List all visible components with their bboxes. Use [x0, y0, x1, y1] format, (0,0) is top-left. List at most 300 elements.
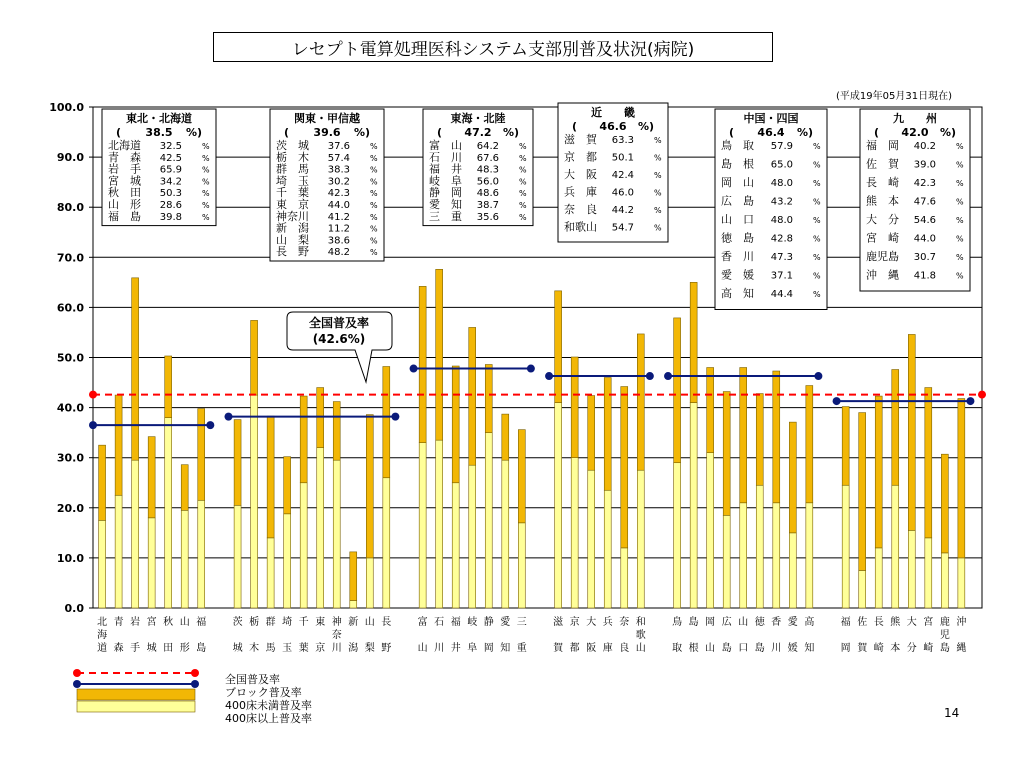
- pref-unit: %: [654, 223, 662, 233]
- pref-name: 和歌山: [564, 220, 597, 234]
- x-tick-label: 新: [348, 617, 359, 628]
- pref-name: 沖 縄: [866, 268, 899, 282]
- pref-unit: %: [370, 212, 378, 222]
- x-tick-label: 田: [163, 643, 174, 654]
- bar-segment-under-400: [469, 327, 476, 465]
- pref-name: 宮 城: [108, 174, 141, 188]
- pref-unit: %: [813, 253, 821, 262]
- bar-segment-under-400: [333, 402, 340, 461]
- pref-name: 山 形: [108, 198, 141, 211]
- x-tick-label: 根: [688, 643, 699, 654]
- pref-unit: %: [202, 177, 210, 187]
- x-tick-label: 庫: [602, 643, 613, 654]
- bar-segment-400-plus: [132, 460, 139, 608]
- pref-name: 茨 城: [276, 139, 309, 152]
- pref-unit: %: [202, 153, 210, 163]
- pref-unit: %: [370, 153, 378, 163]
- pref-unit: %: [202, 201, 210, 210]
- bar-segment-under-400: [842, 407, 849, 486]
- y-tick-label: 40.0: [56, 401, 84, 415]
- pref-unit: %: [370, 236, 378, 246]
- bar-segment-under-400: [958, 399, 965, 558]
- national-rate-marker: [89, 391, 97, 399]
- x-tick-label: 阪: [586, 643, 597, 654]
- block-rate-value: 47.2: [464, 126, 492, 139]
- pref-value: 40.2: [913, 141, 936, 152]
- pref-value: 54.7: [611, 222, 634, 234]
- x-tick-label: 兵: [602, 617, 613, 628]
- bar-segment-under-400: [875, 396, 882, 548]
- bar-segment-under-400: [621, 387, 628, 548]
- x-tick-label: 賀: [553, 643, 564, 654]
- x-tick-label: 石: [434, 617, 445, 628]
- x-tick-label: 大: [586, 617, 597, 628]
- bar-segment-under-400: [436, 269, 443, 440]
- pref-name: 福 岡: [866, 139, 899, 152]
- bar-segment-400-plus: [502, 460, 509, 608]
- pref-name: 秋 田: [108, 186, 141, 200]
- bar-segment-under-400: [941, 454, 948, 553]
- pref-name: 兵 庫: [564, 185, 597, 199]
- pref-value: 47.3: [770, 252, 793, 263]
- pref-value: 47.6: [913, 196, 936, 208]
- pref-unit: %: [654, 188, 662, 198]
- bar-segment-400-plus: [234, 505, 241, 608]
- x-tick-label: 鹿: [939, 617, 950, 628]
- bar-segment-400-plus: [518, 523, 525, 608]
- pref-unit: %: [813, 197, 821, 207]
- pref-name: 京 都: [564, 150, 597, 164]
- x-tick-label: 沖: [956, 617, 967, 628]
- bar-segment-under-400: [674, 318, 681, 463]
- pref-value: 63.3: [611, 135, 634, 146]
- block-rate-open-paren: (: [284, 126, 290, 139]
- bar-segment-400-plus: [941, 553, 948, 608]
- pref-value: 42.8: [770, 233, 793, 245]
- pref-name: 三 重: [429, 209, 462, 223]
- bar-segment-under-400: [740, 368, 747, 503]
- bar-segment-400-plus: [485, 433, 492, 608]
- pref-value: 48.2: [327, 247, 350, 259]
- block-rate-marker: [833, 397, 841, 405]
- pref-unit: %: [519, 142, 527, 151]
- x-tick-label: 岡: [483, 643, 494, 654]
- x-tick-label: 長: [873, 617, 884, 628]
- bar-segment-under-400: [419, 286, 426, 442]
- x-tick-label: 都: [569, 643, 580, 654]
- block-rate-unit: %): [638, 120, 655, 133]
- pref-name: 神奈川: [276, 209, 309, 223]
- x-tick-label: 崎: [873, 643, 884, 654]
- bar-segment-400-plus: [707, 453, 714, 608]
- pref-value: 48.6: [476, 188, 499, 200]
- pref-unit: %: [370, 248, 378, 258]
- x-tick-label: 青: [113, 617, 124, 628]
- pref-name: 香 川: [721, 250, 754, 263]
- pref-value: 39.0: [913, 159, 936, 171]
- x-tick-label: 島: [754, 643, 765, 654]
- block-rate-value: 38.5: [145, 126, 173, 139]
- block-rate-marker: [89, 421, 97, 429]
- block-name: 東北・北海道: [126, 112, 192, 125]
- pref-value: 42.5: [159, 152, 182, 164]
- bar-segment-400-plus: [859, 570, 866, 608]
- bar-segment-400-plus: [958, 558, 965, 608]
- x-tick-label: 岡: [705, 617, 716, 628]
- block-name: 近 畿: [591, 106, 635, 119]
- legend-label: 400床以上普及率: [225, 712, 312, 725]
- bar-segment-400-plus: [198, 500, 205, 608]
- bar-segment-400-plus: [908, 530, 915, 608]
- bar-segment-400-plus: [756, 485, 763, 608]
- bar-segment-under-400: [99, 445, 106, 520]
- y-tick-label: 60.0: [56, 301, 84, 315]
- pref-name: 群 馬: [276, 162, 309, 176]
- x-tick-label: 山: [635, 643, 646, 654]
- y-tick-label: 90.0: [56, 151, 84, 165]
- bar-segment-400-plus: [251, 395, 258, 608]
- block-rate-open-paren: (: [572, 120, 578, 133]
- bar-segment-under-400: [317, 388, 324, 448]
- bar-segment-under-400: [485, 365, 492, 433]
- x-tick-label: 崎: [923, 643, 934, 654]
- x-tick-label: 梨: [364, 643, 375, 654]
- bar-segment-400-plus: [637, 470, 644, 608]
- pref-name: 山 梨: [276, 233, 309, 247]
- bar-segment-400-plus: [892, 485, 899, 608]
- x-tick-label: 長: [381, 617, 392, 628]
- pref-value: 41.2: [327, 211, 350, 223]
- legend-label: ブロック普及率: [225, 686, 302, 699]
- bar-segment-under-400: [350, 552, 357, 601]
- block-rate-marker: [646, 372, 654, 380]
- block-name: 東海・北陸: [450, 112, 506, 125]
- bar-segment-400-plus: [148, 518, 155, 608]
- pref-name: 静 岡: [429, 186, 462, 200]
- x-tick-label: 城: [146, 643, 157, 654]
- national-rate-marker: [978, 391, 986, 399]
- y-tick-label: 10.0: [56, 551, 84, 565]
- pref-name: 福 井: [429, 162, 462, 176]
- as-of-date: (平成19年05月31日現在): [836, 91, 952, 102]
- x-tick-label: 徳: [754, 617, 765, 628]
- bar-segment-under-400: [251, 320, 258, 395]
- x-tick-label: 木: [249, 643, 260, 654]
- x-tick-label: 歌: [635, 630, 646, 641]
- pref-name: 青 森: [108, 150, 141, 164]
- pref-name: 岩 手: [108, 162, 141, 176]
- bar-segment-400-plus: [317, 448, 324, 608]
- pref-name: 埼 玉: [276, 174, 309, 188]
- pref-unit: %: [956, 216, 964, 225]
- x-tick-label: 北: [97, 617, 108, 628]
- bar-segment-400-plus: [621, 548, 628, 608]
- bar-segment-400-plus: [925, 538, 932, 608]
- pref-unit: %: [956, 160, 964, 170]
- bar-segment-400-plus: [115, 495, 122, 608]
- x-tick-label: 山: [417, 643, 428, 654]
- legend-label: 全国普及率: [225, 673, 280, 686]
- x-tick-label: 大: [906, 617, 917, 628]
- x-tick-label: 静: [483, 617, 494, 628]
- bar-segment-400-plus: [723, 515, 730, 608]
- x-tick-label: 岩: [130, 617, 141, 628]
- bar-segment-under-400: [555, 291, 562, 403]
- pref-unit: %: [202, 142, 210, 151]
- pref-value: 43.2: [770, 196, 793, 208]
- block-rate-marker: [410, 365, 418, 373]
- pref-value: 65.0: [770, 159, 793, 171]
- x-tick-label: 宮: [923, 617, 934, 628]
- block-rate-marker: [527, 365, 535, 373]
- pref-value: 34.2: [159, 176, 182, 188]
- pref-name: 新 潟: [276, 221, 309, 235]
- x-tick-label: 東: [315, 617, 326, 628]
- x-tick-label: 愛: [787, 617, 798, 628]
- x-tick-label: 福: [196, 617, 207, 628]
- pref-name: 長 野: [276, 245, 309, 259]
- bar-segment-under-400: [806, 386, 813, 503]
- x-tick-label: 良: [619, 643, 630, 654]
- pref-value: 35.6: [476, 211, 499, 223]
- bar-segment-400-plus: [789, 533, 796, 608]
- bar-segment-under-400: [132, 278, 139, 460]
- bar-segment-400-plus: [436, 440, 443, 608]
- x-tick-label: 秋: [163, 617, 174, 628]
- pref-name: 北海道: [108, 139, 141, 152]
- bar-segment-under-400: [181, 465, 188, 511]
- pref-unit: %: [956, 234, 964, 244]
- pref-unit: %: [813, 234, 821, 244]
- bar-segment-under-400: [789, 422, 796, 533]
- pref-unit: %: [654, 153, 662, 163]
- bar-segment-400-plus: [350, 600, 357, 608]
- block-info-box: [715, 109, 827, 310]
- pref-value: 64.2: [476, 141, 499, 152]
- block-rate-unit: %): [354, 126, 371, 139]
- pref-unit: %: [654, 136, 662, 145]
- pref-name: 奈 良: [564, 203, 597, 216]
- bar-segment-400-plus: [181, 510, 188, 608]
- bar-segment-400-plus: [842, 485, 849, 608]
- pref-name: 山 口: [721, 213, 754, 226]
- block-info-box: [270, 109, 384, 261]
- bar-segment-400-plus: [366, 558, 373, 608]
- x-tick-label: 熊: [890, 617, 901, 628]
- x-tick-label: 口: [738, 643, 749, 654]
- bar-segment-under-400: [756, 394, 763, 486]
- pref-value: 30.2: [327, 176, 350, 188]
- x-tick-label: 佐: [857, 617, 868, 628]
- x-tick-label: 宮: [146, 617, 157, 628]
- bar-segment-under-400: [452, 366, 459, 483]
- x-tick-label: 奈: [619, 617, 630, 628]
- block-rate-marker: [814, 372, 822, 380]
- pref-unit: %: [519, 212, 527, 222]
- pref-name: 大 分: [866, 213, 899, 226]
- block-rate-value: 42.0: [901, 126, 929, 139]
- x-tick-label: 茨: [232, 617, 243, 628]
- x-tick-label: 縄: [956, 643, 967, 654]
- callout-value: (42.6%): [312, 332, 366, 346]
- bar-segment-under-400: [148, 437, 155, 518]
- pref-value: 37.1: [770, 270, 793, 282]
- bar-segment-400-plus: [875, 548, 882, 608]
- bar-segment-under-400: [383, 367, 390, 478]
- pref-value: 38.3: [327, 164, 350, 176]
- bar-segment-400-plus: [588, 470, 595, 608]
- pref-unit: %: [813, 179, 821, 188]
- block-rate-open-paren: (: [437, 126, 443, 139]
- pref-value: 56.0: [476, 176, 499, 188]
- bar-segment-under-400: [267, 416, 274, 538]
- x-tick-label: 道: [97, 643, 108, 654]
- x-tick-label: 神: [331, 617, 342, 628]
- pref-unit: %: [813, 142, 821, 151]
- bar-segment-400-plus: [419, 443, 426, 608]
- pref-value: 42.3: [913, 178, 936, 189]
- x-tick-label: 愛: [500, 617, 511, 628]
- pref-unit: %: [519, 189, 527, 199]
- x-tick-label: 山: [705, 643, 716, 654]
- x-tick-label: 分: [906, 643, 917, 654]
- block-rate-unit: %): [503, 126, 520, 139]
- x-tick-label: 福: [450, 617, 461, 628]
- block-rate-marker: [206, 421, 214, 429]
- pref-unit: %: [956, 197, 964, 207]
- bar-segment-400-plus: [604, 490, 611, 608]
- bar-segment-400-plus: [571, 458, 578, 608]
- x-tick-label: 奈: [331, 630, 342, 641]
- pref-value: 65.9: [159, 164, 182, 176]
- x-tick-label: 香: [771, 617, 782, 628]
- x-tick-label: 山: [738, 617, 749, 628]
- bar-segment-400-plus: [469, 465, 476, 608]
- chart-title-text: レセプト電算処理医科システム支部別普及状況(病院): [291, 39, 695, 60]
- legend-marker: [191, 680, 199, 688]
- bar-segment-under-400: [908, 334, 915, 530]
- block-rate-unit: %): [186, 126, 203, 139]
- block-rate-marker: [224, 413, 232, 421]
- x-tick-label: 三: [516, 617, 527, 628]
- block-rate-open-paren: (: [116, 126, 122, 139]
- pref-unit: %: [519, 201, 527, 210]
- bar-segment-under-400: [707, 368, 714, 453]
- pref-value: 38.6: [327, 235, 350, 247]
- block-name: 中国・四国: [743, 112, 799, 125]
- pref-name: 岡 山: [721, 176, 754, 189]
- bar-segment-under-400: [198, 409, 205, 501]
- pref-unit: %: [202, 165, 210, 175]
- pref-unit: %: [370, 189, 378, 199]
- block-rate-unit: %): [797, 126, 814, 139]
- pref-name: 愛 知: [429, 198, 462, 211]
- pref-value: 38.7: [476, 200, 499, 211]
- bar-segment-under-400: [234, 420, 241, 506]
- pref-value: 44.0: [327, 200, 350, 211]
- x-tick-label: 千: [298, 617, 309, 628]
- pref-value: 57.9: [770, 141, 793, 152]
- pref-name: 福 島: [108, 209, 141, 223]
- bar-segment-400-plus: [284, 514, 291, 608]
- bar-segment-under-400: [518, 430, 525, 523]
- pref-name: 鳥 取: [721, 139, 754, 152]
- block-rate-marker: [966, 397, 974, 405]
- bar-segment-under-400: [502, 414, 509, 460]
- pref-value: 48.3: [476, 164, 499, 176]
- bar-segment-400-plus: [740, 503, 747, 608]
- pref-unit: %: [654, 206, 662, 215]
- pref-value: 54.6: [913, 215, 936, 226]
- block-rate-value: 46.6: [599, 120, 627, 133]
- x-tick-label: 富: [417, 617, 428, 628]
- pref-name: 滋 賀: [564, 133, 597, 146]
- pref-name: 徳 島: [721, 231, 754, 245]
- pref-value: 50.3: [159, 188, 182, 200]
- y-tick-label: 70.0: [56, 251, 84, 265]
- pref-name: 鹿児島: [866, 250, 899, 263]
- pref-value: 42.3: [327, 188, 350, 200]
- bar-segment-400-plus: [690, 403, 697, 608]
- y-tick-label: 80.0: [56, 201, 84, 215]
- pref-unit: %: [519, 177, 527, 187]
- x-tick-label: 京: [569, 617, 580, 628]
- pref-value: 28.6: [159, 200, 182, 211]
- pref-unit: %: [813, 216, 821, 225]
- pref-value: 42.4: [611, 170, 634, 181]
- pref-value: 46.0: [611, 187, 634, 199]
- pref-unit: %: [370, 177, 378, 187]
- block-rate-unit: %): [940, 126, 957, 139]
- pref-unit: %: [202, 189, 210, 199]
- block-info-box: [423, 109, 533, 226]
- legend-marker: [73, 669, 81, 677]
- x-tick-label: 重: [516, 643, 527, 654]
- block-info-box: [102, 109, 216, 226]
- pref-value: 32.5: [159, 141, 182, 152]
- x-tick-label: 玉: [282, 643, 293, 654]
- x-tick-label: 潟: [348, 643, 359, 654]
- page-number: 14: [944, 706, 960, 720]
- y-tick-label: 0.0: [64, 602, 84, 615]
- block-rate-open-paren: (: [874, 126, 880, 139]
- pref-value: 50.1: [611, 152, 634, 164]
- pref-name: 大 阪: [564, 168, 597, 181]
- x-tick-label: 高: [804, 617, 815, 628]
- pref-name: 島 根: [721, 157, 754, 171]
- pref-name: 高 知: [721, 287, 754, 300]
- bar-segment-under-400: [366, 415, 373, 558]
- pref-unit: %: [519, 153, 527, 163]
- x-tick-label: 滋: [553, 617, 564, 628]
- pref-name: 宮 崎: [866, 231, 899, 245]
- pref-unit: %: [813, 271, 821, 281]
- bar-segment-400-plus: [99, 520, 106, 608]
- pref-unit: %: [956, 179, 964, 188]
- x-tick-label: 群: [265, 617, 276, 628]
- pref-value: 41.8: [913, 270, 936, 282]
- pref-value: 44.2: [611, 205, 634, 216]
- callout-label: 全国普及率: [308, 316, 370, 330]
- block-rate-value: 46.4: [757, 126, 785, 139]
- x-tick-label: 取: [672, 643, 683, 654]
- bar-segment-400-plus: [452, 483, 459, 608]
- x-tick-label: 島: [939, 643, 950, 654]
- pref-value: 48.0: [770, 178, 793, 189]
- legend-swatch-under-400: [77, 689, 195, 700]
- x-tick-label: 鳥: [672, 617, 683, 628]
- pref-name: 熊 本: [866, 194, 899, 208]
